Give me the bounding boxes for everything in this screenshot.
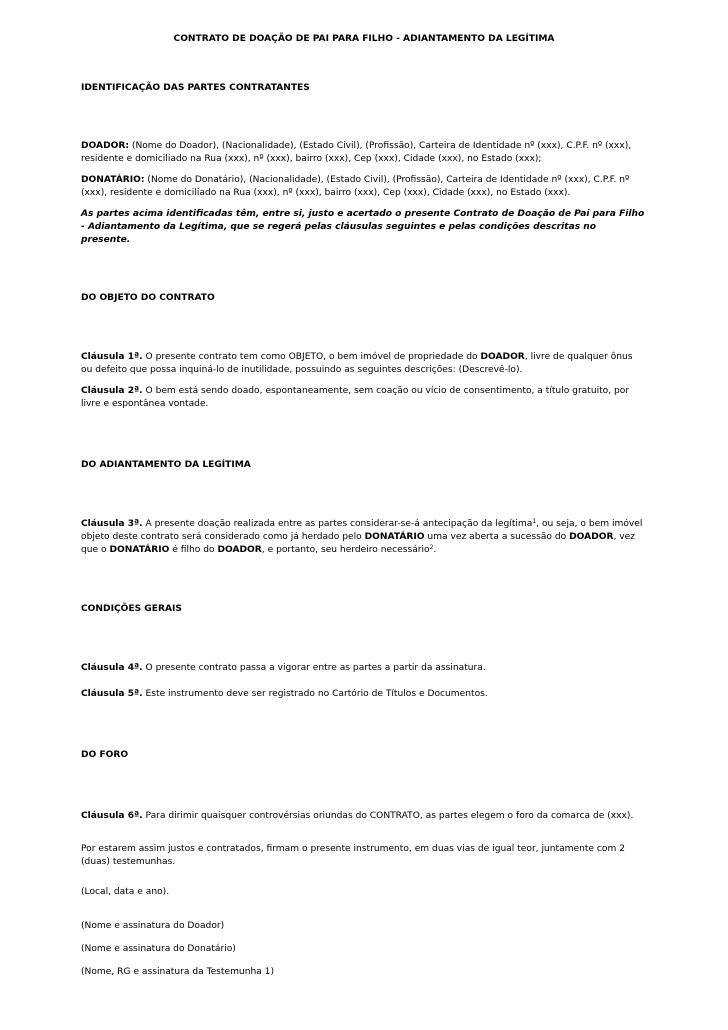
clausula-3-text-5: é filho do [169,545,218,555]
clausula-4 [81,662,646,675]
document-title: CONTRATO DE DOAÇÃO DE PAI PARA FILHO - ADIANTAMENTO DA LEGÍTIMA [173,34,555,44]
clausula-5-text: Este instrumento deve ser registrado no Cartório de Títulos e Documentos. [142,689,488,699]
signature-testemunha-1: (Nome, RG e assinatura da Testemunha 1) [81,967,275,977]
clausula-6-label: Cláusula 6ª. [81,811,143,821]
clausula-3-text-4: , vez que o [81,532,636,555]
doador-text: (Nome do Doador), (Nacionalidade), (Estado Civil), (Profissão), Carteira de Identidade nº (xxx), C.P.F. nº (xxx), residente e domiciliado na Rua (xxx), nº (xxx), bairro (xxx), Cep (xxx), Cidade (xxx), no Estado (xxx); [81,141,632,164]
closing-paragraph: Por estarem assim justos e contratados, firmam o presente instrumento, em duas vias de igual teor, juntamente com 2 (duas) testemunhas. [81,844,626,867]
clausula-5-label: Cláusula 5ª. [81,689,143,699]
clausula-3-text-2: , ou seja, o bem imóvel objeto deste contrato será considerado como já herdado pelo [81,519,643,542]
clausula-3-text: A presente doação realizada entre as partes considerar-se-á antecipação da legítima [142,519,533,529]
section-heading-identificacao: IDENTIFICAÇÃO DAS PARTES CONTRATANTES [81,83,310,93]
section-heading-adiantamento: DO ADIANTAMENTO DA LEGÍTIMA [81,460,251,470]
clausula-3-text-7: . [433,545,437,555]
clausula-5 [81,688,646,701]
local-date-line: (Local, data e ano). [81,887,170,897]
doador-label: DOADOR: [81,141,129,151]
signature-doador: (Nome e assinatura do Doador) [81,921,225,931]
signature-donatario: (Nome e assinatura do Donatário) [81,944,236,954]
clausula-4-text: O presente contrato passa a vigorar entre as partes a partir da assinatura. [142,663,486,673]
footnote-ref-2[interactable]: 2 [429,544,434,551]
footnote-ref-1[interactable]: 1 [532,518,537,525]
section-heading-objeto: DO OBJETO DO CONTRATO [81,293,215,303]
section-heading-foro: DO FORO [81,750,129,760]
clausula-2-label: Cláusula 2ª. [81,386,143,396]
doador-bold: DOADOR [569,532,614,542]
section-heading-condicoes: CONDIÇÕES GERAIS [81,604,182,614]
clausula-6 [81,810,646,823]
donatario-text: (Nome do Donatário), (Nacionalidade), (Estado Civil), (Profissão), Carteira de Identidade nº (xxx), C.P.F. nº (xxx), residente e domiciliado na Rua (xxx), nº (xxx), bairro (xxx), Cep (xxx), Cidade (xxx), no Estado (xxx). [81,175,630,198]
doador-bold: DOADOR [480,352,525,362]
clausula-2 [81,385,646,411]
clausula-6-text: Para dirimir quaisquer controvérsias oriundas do CONTRATO, as partes elegem o foro da comarca de (xxx). [142,811,634,821]
donatario-label: DONATÁRIO: [81,175,145,185]
preamble-paragraph: As partes acima identificadas têm, entre si, justo e acertado o presente Contrato de Doação de Pai para Filho - Adiantamento da Legítima, que se regerá pelas cláusulas seguintes e pelas condições descritas no presente. [81,209,645,245]
clausula-1 [81,351,646,377]
donatario-bold: DONATÁRIO [364,532,425,542]
clausula-1-text-2: , livre de qualquer ônus ou defeito que possa inquiná-lo de inutilidade, possuindo as seguintes descrições: (Descrevê-lo). [81,352,633,375]
donatario-bold: DONATÁRIO [109,545,170,555]
clausula-3-text-6: , e portanto, seu herdeiro necessário [261,545,430,555]
clausula-3-text-3: uma vez aberta a sucessão do [424,532,570,542]
donatario-paragraph [81,174,646,200]
clausula-3 [81,518,646,557]
clausula-3-label: Cláusula 3ª. [81,519,143,529]
clausula-4-label: Cláusula 4ª. [81,663,143,673]
doador-paragraph [81,140,646,166]
clausula-2-text: O bem está sendo doado, espontaneamente, sem coação ou vício de consentimento, a título gratuito, por livre e espontânea vontade. [81,386,630,409]
doador-bold: DOADOR [217,545,262,555]
clausula-1-label: Cláusula 1ª. [81,352,143,362]
clausula-1-text: O presente contrato tem como OBJETO, o bem imóvel de propriedade do [142,352,481,362]
